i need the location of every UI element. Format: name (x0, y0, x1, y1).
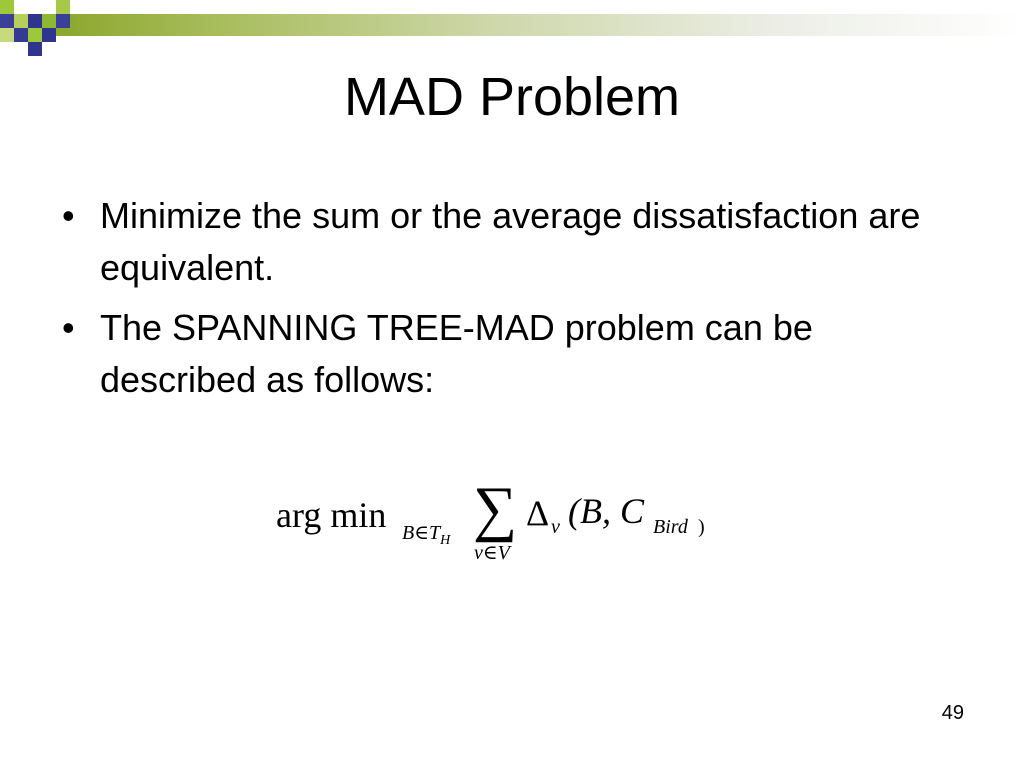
formula-operator-subscript (402, 520, 450, 549)
formula-delta-subscript: v (551, 516, 560, 538)
header-square (42, 14, 56, 28)
formula-operator-subscript-main: B∈T (402, 522, 441, 544)
page-number: 49 (941, 702, 964, 724)
bullet-text: The SPANNING TREE-MAD problem can be described as follows: (100, 307, 813, 400)
formula-sum-subscript: v∈V (474, 542, 510, 564)
header-square (56, 14, 70, 28)
header-square (28, 42, 42, 56)
header-square (14, 28, 28, 42)
header-gradient-bar (48, 14, 1024, 36)
formula-operator: arg min (276, 495, 387, 535)
header-square (0, 14, 14, 28)
bullet-item (56, 302, 956, 406)
header-square (0, 0, 14, 14)
formula-arguments: (B, C (568, 491, 644, 531)
bullet-list (56, 190, 956, 414)
formula-delta: Δ (526, 493, 550, 533)
header-square (28, 14, 42, 28)
formula (270, 475, 730, 578)
header-square (28, 28, 42, 42)
formula-arguments-subscript: Bird (653, 516, 688, 538)
slide-title: MAD Problem (343, 67, 681, 127)
header-square (14, 14, 28, 28)
formula-closing-paren: ) (698, 516, 705, 538)
header-square (0, 28, 14, 42)
bullet-icon: • (62, 307, 75, 348)
bullet-text: Minimize the sum or the average dissatisfaction are equivalent. (100, 195, 921, 288)
header-square (42, 28, 56, 42)
header-decoration (0, 0, 1024, 50)
formula-sum-symbol: ∑ (473, 475, 518, 543)
bullet-icon: • (62, 195, 75, 236)
bullet-item (56, 190, 956, 294)
header-square (56, 0, 70, 14)
formula-operator-subscript-sub: H (440, 533, 451, 548)
